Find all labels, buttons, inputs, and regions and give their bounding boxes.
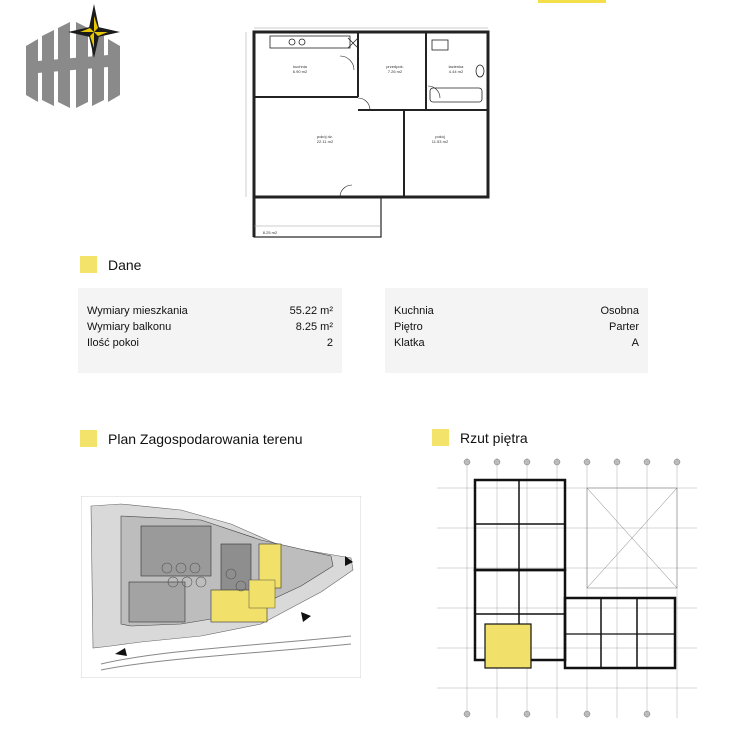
level-plan-title: Rzut piętra [460, 429, 528, 446]
dane-title: Dane [108, 256, 142, 273]
info-value: 55.22 m² [289, 305, 333, 317]
info-label: Kuchnia [394, 305, 434, 317]
dane-header [80, 256, 141, 273]
info-row [394, 303, 639, 319]
svg-text:pokój: pokój [435, 134, 445, 139]
info-value: Parter [609, 321, 639, 333]
compass-star-logo-icon [24, 2, 124, 110]
svg-text:6.90 m2: 6.90 m2 [292, 69, 308, 74]
level-plan-header [432, 429, 528, 446]
svg-text:pokój dz.: pokój dz. [316, 134, 334, 139]
info-row [394, 335, 639, 351]
top-accent-bar [538, 0, 606, 3]
site-plan-title: Plan Zagospodarowania terenu [108, 430, 303, 447]
info-label: Piętro [394, 321, 423, 333]
info-value: A [631, 337, 639, 349]
dane-card-left [78, 288, 342, 373]
svg-text:11.53 m2: 11.53 m2 [431, 139, 449, 144]
section-marker [432, 429, 449, 446]
svg-text:22.11 m2: 22.11 m2 [316, 139, 334, 144]
svg-text:kuchnia: kuchnia [293, 64, 307, 69]
info-label: Klatka [394, 337, 425, 349]
dane-card-right [385, 288, 648, 373]
info-row [87, 303, 333, 319]
info-label: Wymiary balkonu [87, 321, 172, 333]
svg-text:8.25 m2: 8.25 m2 [262, 230, 278, 235]
info-row [394, 319, 639, 335]
svg-text:4.44 m2: 4.44 m2 [448, 69, 464, 74]
info-row [87, 319, 333, 335]
info-value: 8.25 m² [295, 321, 333, 333]
info-row [87, 335, 333, 351]
info-label: Ilość pokoi [87, 337, 139, 349]
apartment-floor-plan [240, 26, 490, 240]
section-marker [80, 430, 97, 447]
info-label: Wymiary mieszkania [87, 305, 188, 317]
info-value: 2 [326, 337, 333, 349]
floor-level-plan-image [437, 458, 697, 718]
svg-text:przedpok.: przedpok. [386, 64, 404, 69]
site-plan-image [81, 496, 361, 678]
section-marker [80, 256, 97, 273]
svg-text:7.26 m2: 7.26 m2 [387, 69, 403, 74]
site-plan-header [80, 430, 303, 447]
svg-text:łazienka: łazienka [448, 64, 464, 69]
info-value: Osobna [600, 305, 639, 317]
